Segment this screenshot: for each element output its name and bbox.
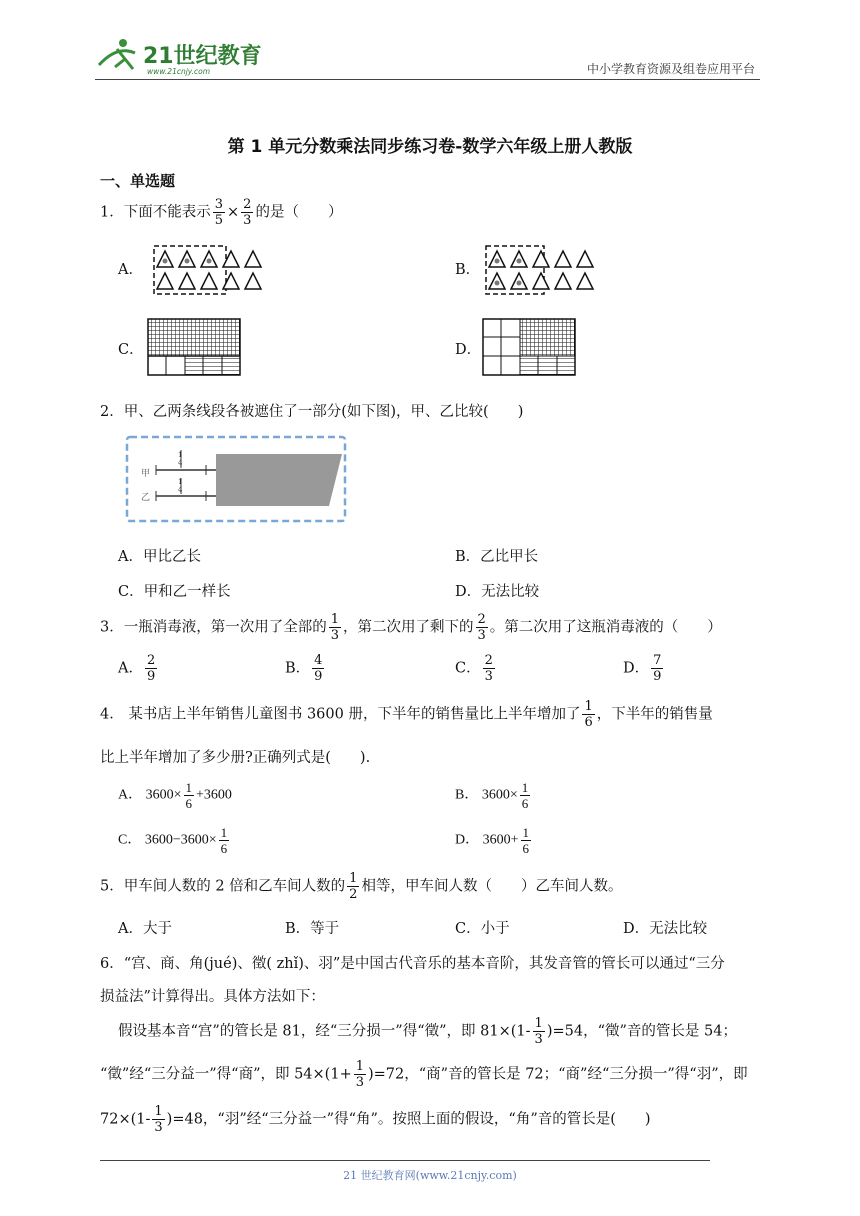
footer-text: 21 世纪教育网(www.21cnjy.com) xyxy=(343,1169,517,1182)
q1-times: × xyxy=(227,204,240,221)
q2-label-yi: 乙 xyxy=(141,493,151,503)
q1-suffix: 的是（ ） xyxy=(255,204,343,221)
q3-option-a: A． $\frac{2}{9}$ xyxy=(118,653,156,684)
q1-figure-b xyxy=(484,243,609,297)
q1-fraction-2: $\frac{2}{3}$ xyxy=(243,197,252,228)
logo-main-text: 21世纪教育 xyxy=(143,44,262,69)
footer-divider xyxy=(100,1160,710,1161)
q4-option-a: A． 3600× $\frac{1}{6}$ +3600 xyxy=(118,780,232,811)
q3-option-b: B． $\frac{4}{9}$ xyxy=(285,653,323,684)
q2-frac-den-1: 4 xyxy=(178,459,183,467)
header-divider xyxy=(95,79,760,80)
q1-option-b-label: B． xyxy=(455,262,481,278)
page-title: 第 1 单元分数乘法同步练习卷-数学六年级上册人教版 xyxy=(227,137,633,157)
q1-option-a-label: A． xyxy=(118,262,143,278)
q4-option-d: D． 3600+ $\frac{1}{6}$ xyxy=(455,825,530,856)
q2-option-c: C．甲和乙一样长 xyxy=(118,584,231,600)
question-6-line-3: 假设基本音“宫”的管长是 81，经“三分损一”得“徵”，即 81×(1- $\frac{1}{3}$ )=54，“徵”音的管长是 54； xyxy=(118,1016,737,1047)
q2-option-d: D．无法比较 xyxy=(455,584,540,600)
section-heading: 一、单选题 xyxy=(100,172,176,190)
q5-option-c: C．小于 xyxy=(455,921,510,937)
q2-figure xyxy=(124,434,349,524)
question-2: 2．甲、乙两条线段各被遮住了一部分(如下图)，甲、乙比较( ) xyxy=(100,404,524,420)
question-4-line-2: 比上半年增加了多少册?正确列式是( ). xyxy=(100,750,371,766)
q2-option-b: B．乙比甲长 xyxy=(455,549,539,565)
q1-figure-c xyxy=(147,318,242,376)
q3-option-c: C． $\frac{2}{3}$ xyxy=(455,653,493,684)
q2-frac-num-2: 1 xyxy=(178,478,183,486)
question-4-line-1: 4． 某书店上半年销售儿童图书 3600 册，下半年的销售量比上半年增加了 $\frac{1}{6}$ ，下半年的销售量 xyxy=(100,699,713,730)
question-3: 3．一瓶消毒液，第一次用了全部的 $\frac{1}{3}$ ，第二次用了剩下的 $\frac{2}{3}$ 。第二次用了这瓶消毒液的（ ） xyxy=(100,612,722,643)
q1-figure-d xyxy=(482,318,577,376)
q2-option-a: A．甲比乙长 xyxy=(118,549,201,565)
question-6-line-1: 6．“宫、商、角(jué)、徵( zhǐ)、羽”是中国古代音乐的基本音阶，其发音管的管长可以通过“三分 xyxy=(100,956,725,972)
q2-frac-den-2: 4 xyxy=(178,486,183,494)
q4-option-c: C． 3600−3600× $\frac{1}{6}$ xyxy=(118,825,228,856)
question-1 xyxy=(100,198,342,227)
q1-prefix: 1．下面不能表示 xyxy=(100,204,211,221)
q5-option-d: D．无法比较 xyxy=(623,921,708,937)
q5-option-a: A．大于 xyxy=(118,921,172,937)
question-6-line-2: 损益法”计算得出。具体方法如下： xyxy=(100,989,325,1005)
question-6-line-5: 72×(1- $\frac{1}{3}$ )=48，“羽”经“三分益一”得“角”。按照上面的假设，“角”音的管长是( ) xyxy=(100,1104,651,1135)
q1-option-d-label: D． xyxy=(455,342,482,358)
header-platform-text: 中小学教育资源及组卷应用平台 xyxy=(586,62,755,76)
site-logo xyxy=(95,35,265,77)
q2-frac-num-1: 1 xyxy=(178,451,183,459)
question-6-line-4: “徵”经“三分益一”得“商”，即 54×(1+ $\frac{1}{3}$ )=72，“商”音的管长是 72；“商”经“三分损一”得“羽”，即 xyxy=(100,1059,748,1090)
logo-url-text: www.21cnjy.com xyxy=(147,67,211,76)
q1-option-c-label: C． xyxy=(118,342,144,358)
q2-label-jia: 甲 xyxy=(141,469,151,479)
q1-figure-a xyxy=(152,243,272,297)
q1-fraction-1: $\frac{3}{5}$ xyxy=(214,197,224,228)
q5-option-b: B．等于 xyxy=(285,921,340,937)
q3-option-d: D． $\frac{7}{9}$ xyxy=(623,653,662,684)
q4-option-b: B． 3600× $\frac{1}{6}$ xyxy=(455,780,529,811)
question-5: 5．甲车间人数的 2 倍和乙车间人数的 $\frac{1}{2}$ 相等，甲车间人数（ ）乙车间人数。 xyxy=(100,871,623,902)
